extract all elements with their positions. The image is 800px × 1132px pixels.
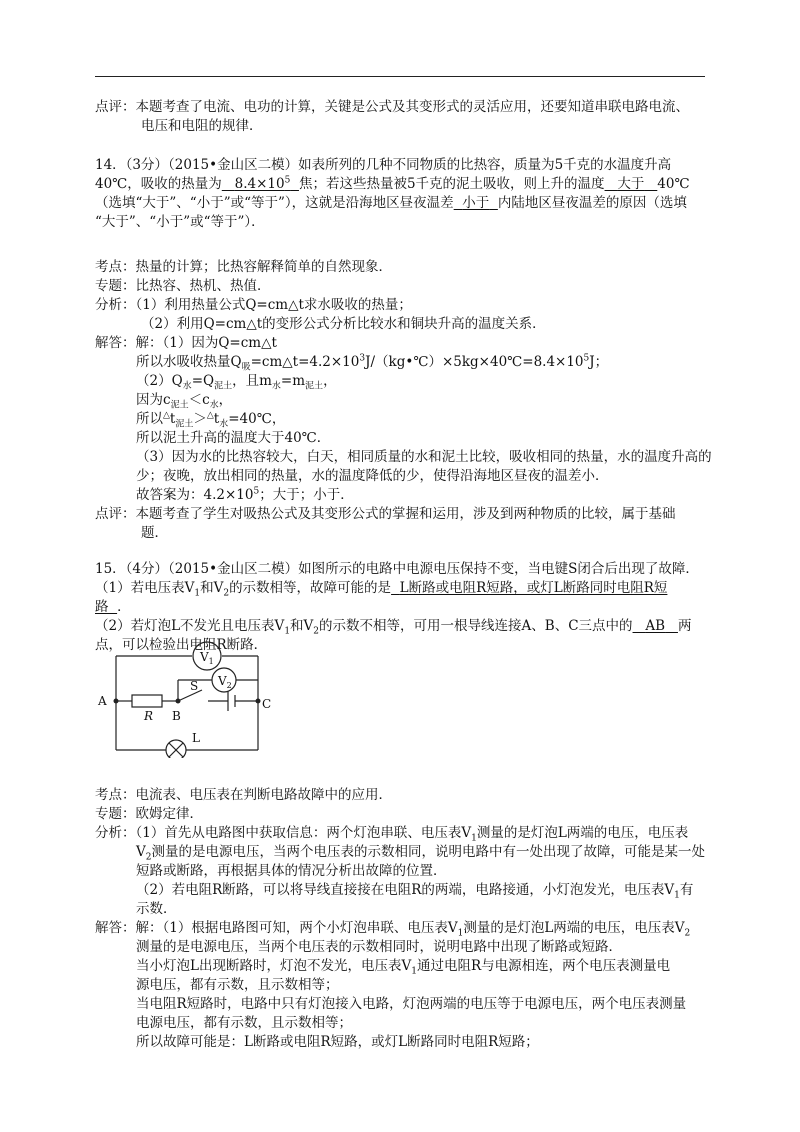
q14-fenxi-line2: （2）利用Q=cm△t的变形公式分析比较水和铜块升高的温度关系． (141, 316, 546, 332)
q14-stem-line1: 14．（3分）（2015•金山区二模）如表所列的几种不同物质的比热容，质量为5千克的水温度升高 (95, 157, 672, 173)
q14-answer-2: 大于 (617, 176, 645, 192)
q15-answer-1-cont: 路 (95, 599, 109, 615)
q15-answer-1: L断路或电阻R短路，或灯L断路同时电阻R短 (399, 580, 668, 596)
q14-answer-1: $8.4\times 10^5$ (234, 175, 291, 192)
q14-kaodian: 考点：热量的计算；比热容解释简单的自然现象． (95, 259, 392, 275)
q14-jieda-line2: 所以水吸收热量$Q_吸=cm\triangle t=4.2\times 10^3J/(kg•℃)\times 5kg\times 40℃=8.4\times 10^5J$； (136, 353, 609, 373)
q15-jieda-line1: 解答：解：（1）根据电路图可知，两个小灯泡串联、电压表$V_1$测量的是灯泡L两端的电压，电压表$V_2$ (95, 920, 691, 939)
q15-stem-line5: 点，可以检验出电阻R断路． (95, 637, 268, 653)
q15-stem-line3: 路 ． (95, 599, 131, 615)
q14-fenxi-line1: 分析：（1）利用热量公式Q=cm△t求水吸收的热量； (95, 297, 412, 313)
q13-review-line1: 点评：本题考查了电流、电功的计算，关键是公式及其变形式的灵活应用，还要知道串联电路电流、 (95, 99, 689, 115)
v2-label: $V_2$ (218, 674, 232, 690)
q14-dianping-line1: 点评：本题考查了学生对吸热公式及其变形公式的掌握和运用，涉及到两种物质的比较，属于基础 (95, 506, 676, 522)
q15-jieda-line4: 源电压，都有示数，且示数相等； (136, 977, 339, 993)
q14-stem-line2 (95, 175, 690, 194)
q15-jieda-line7: 所以故障可能是：L断路或电阻R短路，或灯L断路同时电阻R短路； (136, 1034, 539, 1050)
q15-jieda-line3: 当小灯泡L出现断路时，灯泡不发光，电压表$V_1$通过电阻R与电源相连，两个电压表测量电 (136, 958, 671, 977)
q14-text: （选填“大于”、“小于”或“等于”），这就是沿海地区昼夜温差 (95, 195, 454, 211)
q15-fenxi-line4: （2）若电阻R断路，可以将导线直接接在电阻R的两端，电路接通，小灯泡发光，电压表$V_1$有 (136, 882, 694, 901)
q14-text: 40℃ (657, 176, 690, 192)
q15-fenxi-line5: 示数． (136, 901, 177, 917)
q14-jieda-line9: 故答案为：$4.2\times 10^5$；大于；小于． (136, 486, 354, 503)
node-c-label: C (262, 697, 272, 711)
q14-dianping-line2: 题． (141, 525, 168, 541)
q15-stem-line2: （1）若电压表$V_1$和$V_2$的示数相等，故障可能的是 L断路或电阻R短路，或灯L断路同时电阻R短 (95, 580, 668, 599)
circuit-diagram (92, 638, 282, 758)
q15-stem-line1: 15．（4分）（2015•金山区二模）如图所示的电路中电源电压保持不变，当电键S闭合后出现了故障． (95, 561, 699, 577)
q14-answer-3: 小于 (462, 195, 490, 211)
q15-answer-2: AB (645, 618, 666, 634)
q14-text: 内陆地区昼夜温差的原因（选填 (497, 195, 687, 211)
lamp-label: L (192, 731, 200, 745)
q15-zhuanti: 专题：欧姆定律． (95, 806, 203, 822)
node-b-label: B (172, 709, 181, 723)
q15-fenxi-line3: 短路或断路，再根据具体的情况分析出故障的位置． (136, 863, 447, 879)
q14-jieda-line5: 所以$^\triangle t_{泥土}>^\triangle t_水=40℃$， (136, 410, 286, 430)
switch-label: S (190, 679, 199, 693)
q14-jieda-line8: 少；夜晚，放出相同的热量，水的温度降低的少，使得沿海地区昼夜的温差小． (136, 468, 609, 484)
v1-label: $V_1$ (200, 650, 214, 666)
q15-fenxi-line1: 分析：（1）首先从电路图中获取信息：两个灯泡串联、电压表$V_1$测量的是灯泡L两端的电压，电压表 (95, 825, 689, 844)
q14-jieda-line4: 因为$c_{泥土}<c_水$， (136, 392, 233, 411)
q13-review-line2: 电压和电阻的规律． (141, 118, 263, 134)
q14-jieda-line3: $(2)Q_水=Q_{泥土}$，且$m_水=m_{泥土}$， (136, 373, 337, 392)
resistor-label: R (144, 709, 154, 723)
q15-jieda-line5: 当电阻R短路时，电路中只有灯泡接入电路，灯泡两端的电压等于电源电压，两个电压表测量 (136, 996, 687, 1012)
top-divider (95, 76, 705, 77)
q15-stem-line4: （2）若灯泡L不发光且电压表$V_1$和$V_2$的示数不相等，可用一根导线连接A、B、C三点中的 AB 两 (95, 618, 692, 637)
q14-zhuanti: 专题：比热容、热机、热值． (95, 278, 271, 294)
q14-jieda-line6: 所以泥土升高的温度大于40℃． (136, 430, 331, 446)
q14-text: 40℃，吸收的热量为 (95, 176, 222, 192)
q14-jieda-line7: （3）因为水的比热容较大，白天，相同质量的水和泥土比较，吸收相同的热量，水的温度升高的 (136, 449, 712, 465)
q14-jieda-line1: 解答：解：（1）因为Q=cm△t (95, 335, 277, 351)
q15-kaodian: 考点：电流表、电压表在判断电路故障中的应用． (95, 787, 392, 803)
q14-stem-line4: “大于”、“小于”或“等于”）． (95, 214, 265, 230)
q15-fenxi-line2: $V_2$测量的是电源电压，当两个电压表的示数相同，说明电路中有一处出现了故障，可能是某一处 (136, 844, 705, 863)
q15-jieda-line6: 电源电压，都有示数，且示数相等； (136, 1015, 352, 1031)
node-a-label: A (98, 694, 107, 708)
q14-text: 焦；若这些热量被5千克的泥土吸收，则上升的温度 (298, 176, 605, 192)
q15-jieda-line2: 测量的是电源电压，当两个电压表的示数相同时，说明电路中出现了断路或短路． (136, 939, 622, 955)
q14-stem-line3 (95, 194, 687, 213)
